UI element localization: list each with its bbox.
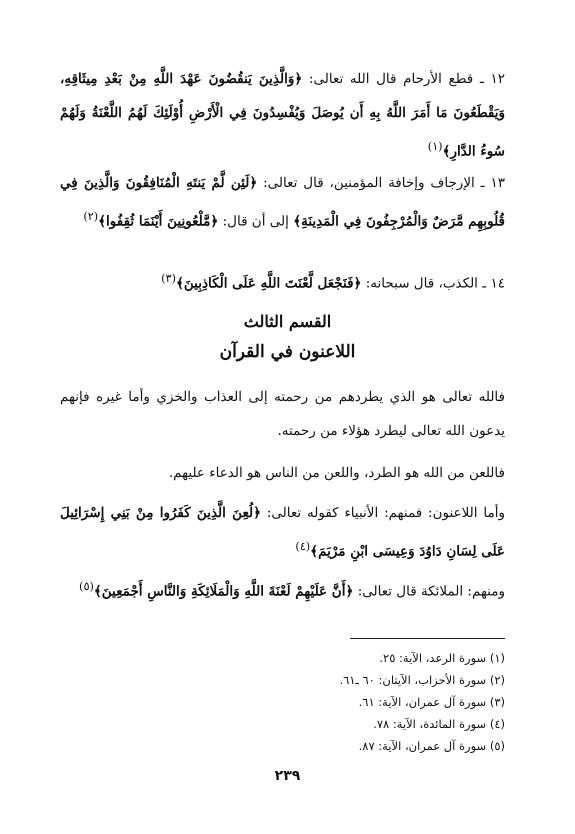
- footnote-separator: [350, 638, 505, 639]
- body-paragraph: [60, 380, 505, 448]
- quran-verse: ﴿فَنَجْعَل لَّعْنَتَ اللَّهِ عَلَى الْكَاذِبِينَ﴾: [175, 275, 362, 292]
- footnote-marker: (١): [427, 140, 443, 153]
- quran-verse: ﴿أَنَّ عَلَيْهِمْ لَعْنَةَ اللَّهِ وَالْمَلَائِكَةِ وَالنَّاسِ أَجْمَعِينَ﴾: [93, 583, 354, 600]
- item-intro: ١٢ ـ قطع الأرحام قال الله تعالى:: [308, 71, 505, 87]
- item-intro: ١٣ ـ الإرجاف وإخافة المؤمنين، قال تعالى:: [263, 175, 505, 191]
- quran-verse: ﴿لُعِنَ الَّذِينَ كَفَرُوا مِنْ بَنِي إِسْرَائِيلَ عَلَى لِسَانِ دَاوُدَ وَعِيسَى ابْنِ مَرْيَمَ﴾: [60, 505, 505, 560]
- section-heading: القسم الثالث: [243, 312, 332, 331]
- footnote: (٢) سورة الأحزاب، الآيتان: ٦٠ ـ٦١.: [339, 673, 505, 687]
- body-paragraph: [60, 456, 505, 490]
- section-subheading: اللاعنون في القرآن: [219, 342, 356, 362]
- item-lying: [60, 262, 505, 301]
- footnote: (٥) سورة آل عمران، الآية: ٨٧.: [358, 739, 505, 753]
- footnote-marker: (٥): [79, 580, 94, 593]
- item-cutting-kinship: [60, 62, 505, 169]
- body-text: فالله تعالى هو الذي يطردهم من رحمته إلى العذاب والخزي وأما غيره فإنهم يدعون الله تعالى ليطرد هؤلاء من رحمته.: [60, 389, 505, 439]
- connector-text: إلى أن قال:: [222, 213, 289, 230]
- item-intro: ومنهم: الملائكة قال تعالى:: [357, 583, 505, 600]
- footnote-marker: (٤): [295, 540, 311, 553]
- item-scaremongering: [60, 166, 505, 239]
- curser-angels: [60, 570, 505, 609]
- body-text: فاللعن من الله هو الطرد، واللعن من الناس هو الدعاء عليهم.: [168, 465, 505, 481]
- footnote: (٣) سورة آل عمران، الآية: ٦١.: [358, 695, 505, 709]
- footnote-marker: (٣): [161, 272, 176, 285]
- footnote: (٤) سورة المائدة، الآية: ٧٨.: [373, 717, 505, 731]
- footnote-marker: (٢): [83, 210, 99, 223]
- quran-verse: ﴿وَالَّذِينَ يَنقُضُونَ عَهْدَ اللَّهِ مِنْ بَعْدِ مِيثَاقِهِ، وَيَقْطَعُونَ مَا أَمَرَ اللَّهُ بِهِ أَن يُوصَلَ وَيُفْسِدُونَ فِي الْأَرْضِ أُوْلَئِكَ لَهُمُ اللَّعْنَةُ وَلَهُمْ سُوءُ الدَّارِ﴾: [60, 71, 505, 160]
- item-intro: وأما اللاعنون: فمنهم: الأنبياء كقوله تعالى:: [266, 505, 506, 521]
- quran-verse: ﴿لَئِن لَّمْ يَنتَهِ الْمُنَافِقُونَ وَالَّذِينَ فِي قُلُوبِهِم مَّرَضٌ وَالْمُرْجِفُونَ فِي الْمَدِينَةِ﴾: [60, 175, 505, 230]
- footnote: (١) سورة الرعد، الآية: ٢٥.: [379, 651, 505, 665]
- curser-prophets: [60, 496, 505, 569]
- item-intro: ١٤ ـ الكذب، قال سبحانه:: [365, 275, 505, 292]
- page-number: ٢٣٩: [274, 768, 301, 784]
- quran-verse-continuation: ﴿مَّلْعُونِينَ أَيْنَمَا ثُقِفُوا﴾: [98, 213, 219, 230]
